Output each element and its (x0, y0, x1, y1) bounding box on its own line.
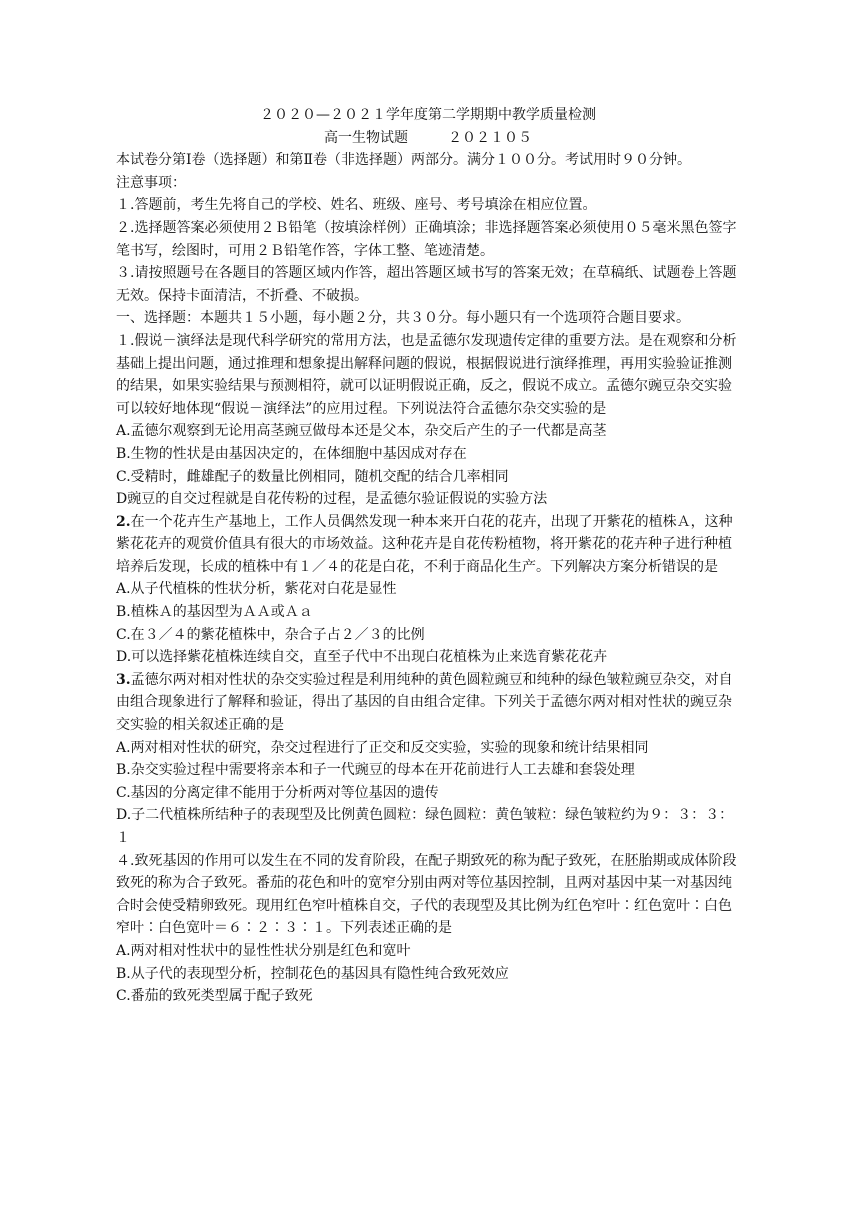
option-b: B.植株Ａ的基因型为ＡＡ或Ａａ (116, 604, 313, 621)
question-stem: ４.致死基因的作用可以发生在不同的发育阶段，在配子期致死的称为配子致死，在胚胎期或成体阶段致死的称为合子致死。番茄的花色和叶的宽窄分别由两对等位基因控制，且两对基因中某一对基因纯合时会使受精卵致死。现用红色窄叶植株自交，子代的表现型及其比例为红色窄叶∶红色宽叶∶白色窄叶∶白色宽叶＝６∶２∶３∶１。下列表述正确的是 (116, 852, 737, 937)
question-text: 孟德尔两对相对性状的杂交实验过程是利用纯种的黄色圆粒豌豆和纯种的绿色皱粒豌豆杂交，对自由组合现象进行了解释和验证，得出了基因的自由组合定律。下列关于孟德尔两对相对性状的豌豆杂交实验的相关叙述正确的是 (116, 671, 733, 734)
option-a: A.两对相对性状的研究，杂交过程进行了正交和反交实验，实验的现象和统计结果相同 (116, 739, 649, 756)
notes-heading: 注意事项： (116, 174, 186, 191)
option-a: A.两对相对性状中的显性性状分别是红色和宽叶 (116, 942, 411, 959)
option-b: B.杂交实验过程中需要将亲本和子一代豌豆的母本在开花前进行人工去雄和套袋处理 (116, 762, 635, 779)
exam-page (116, 104, 740, 1008)
option-a: A.从子代植株的性状分析，紫花对白花是显性 (116, 581, 397, 598)
exam-subtitle (116, 127, 740, 150)
note-item: １.答题前，考生先将自己的学校、姓名、班级、座号、考号填涂在相应位置。 (116, 197, 597, 214)
option-b: B.生物的性状是由基因决定的，在体细胞中基因成对存在 (116, 445, 467, 462)
option-b: B.从子代的表现型分析，控制花色的基因具有隐性纯合致死效应 (116, 965, 509, 982)
option-c: C.番茄的致死类型属于配子致死 (116, 988, 313, 1005)
option-d: D豌豆的自交过程就是自花传粉的过程，是孟德尔验证假说的实验方法 (116, 491, 548, 508)
question-number: 3. (116, 671, 131, 688)
question-stem (116, 511, 740, 579)
section-heading: 一、选择题：本题共１５小题，每小题２分，共３０分。每小题只有一个选项符合题目要求。 (116, 310, 690, 327)
date-code: ２０２１０５ (448, 129, 532, 146)
note-item: ３.请按照题号在各题目的答题区域内作答，超出答题区域书写的答案无效；在草稿纸、试题卷上答题无效。保持卡面清洁，不折叠、不破损。 (116, 265, 737, 304)
question-stem (116, 669, 740, 737)
question-2 (116, 511, 740, 669)
question-stem: １.假说－演绎法是现代科学研究的常用方法，也是孟德尔发现遗传定律的重要方法。是在观察和分析基础上提出问题，通过推理和想象提出解释问题的假说，根据假说进行演绎推理，再用实验验证推测的结果，如果实验结果与预测相符，就可以证明假说正确，反之，假说不成立。孟德尔豌豆杂交实验可以较好地体现“假说－演绎法”的应用过程。下列说法符合孟德尔杂交实验的是 (116, 332, 737, 417)
question-1 (116, 330, 740, 511)
exam-title: ２０２０—２０２１学年度第二学期期中教学质量检测 (260, 107, 596, 123)
question-number: 2. (116, 513, 131, 530)
subject-label: 高一生物试题 (324, 129, 408, 146)
intro-text: 本试卷分第Ⅰ卷（选择题）和第Ⅱ卷（非选择题）两部分。满分１００分。考试用时９０分钟。 (116, 152, 692, 169)
note-item: ２.选择题答案必须使用２Ｂ铅笔（按填涂样例）正确填涂；非选择题答案必须使用０５毫米黑色签字笔书写，绘图时，可用２Ｂ铅笔作答，字体工整、笔迹清楚。 (116, 219, 737, 259)
option-d: D.可以选择紫花植株连续自交，直至子代中不出现白花植株为止来选育紫花花卉 (116, 649, 608, 666)
option-c: C.在３／４的紫花植株中，杂合子占２／３的比例 (116, 626, 425, 643)
option-c: C.基因的分离定律不能用于分析两对等位基因的遗传 (116, 784, 439, 801)
question-4 (116, 850, 740, 1008)
option-a: A.孟德尔观察到无论用高茎豌豆做母本还是父本，杂交后产生的子一代都是高茎 (116, 423, 607, 440)
question-3 (116, 669, 740, 850)
option-d: D.子二代植株所结种子的表现型及比例黄色圆粒：绿色圆粒：黄色皱粒：绿色皱粒约为９：３：３：１ (116, 807, 734, 846)
question-text: 在一个花卉生产基地上，工作人员偶然发现一种本来开白花的花卉，出现了开紫花的植株Ａ，这种紫花花卉的观赏价值具有很大的市场效益。这种花卉是自花传粉植物，将开紫花的花卉种子进行种植培养后发现，长成的植株中有１／４的花是白花，不利于商品化生产。下列解决方案分析错误的是 (116, 513, 733, 575)
option-c: C.受精时，雌雄配子的数量比例相同，随机交配的结合几率相同 (116, 468, 509, 485)
